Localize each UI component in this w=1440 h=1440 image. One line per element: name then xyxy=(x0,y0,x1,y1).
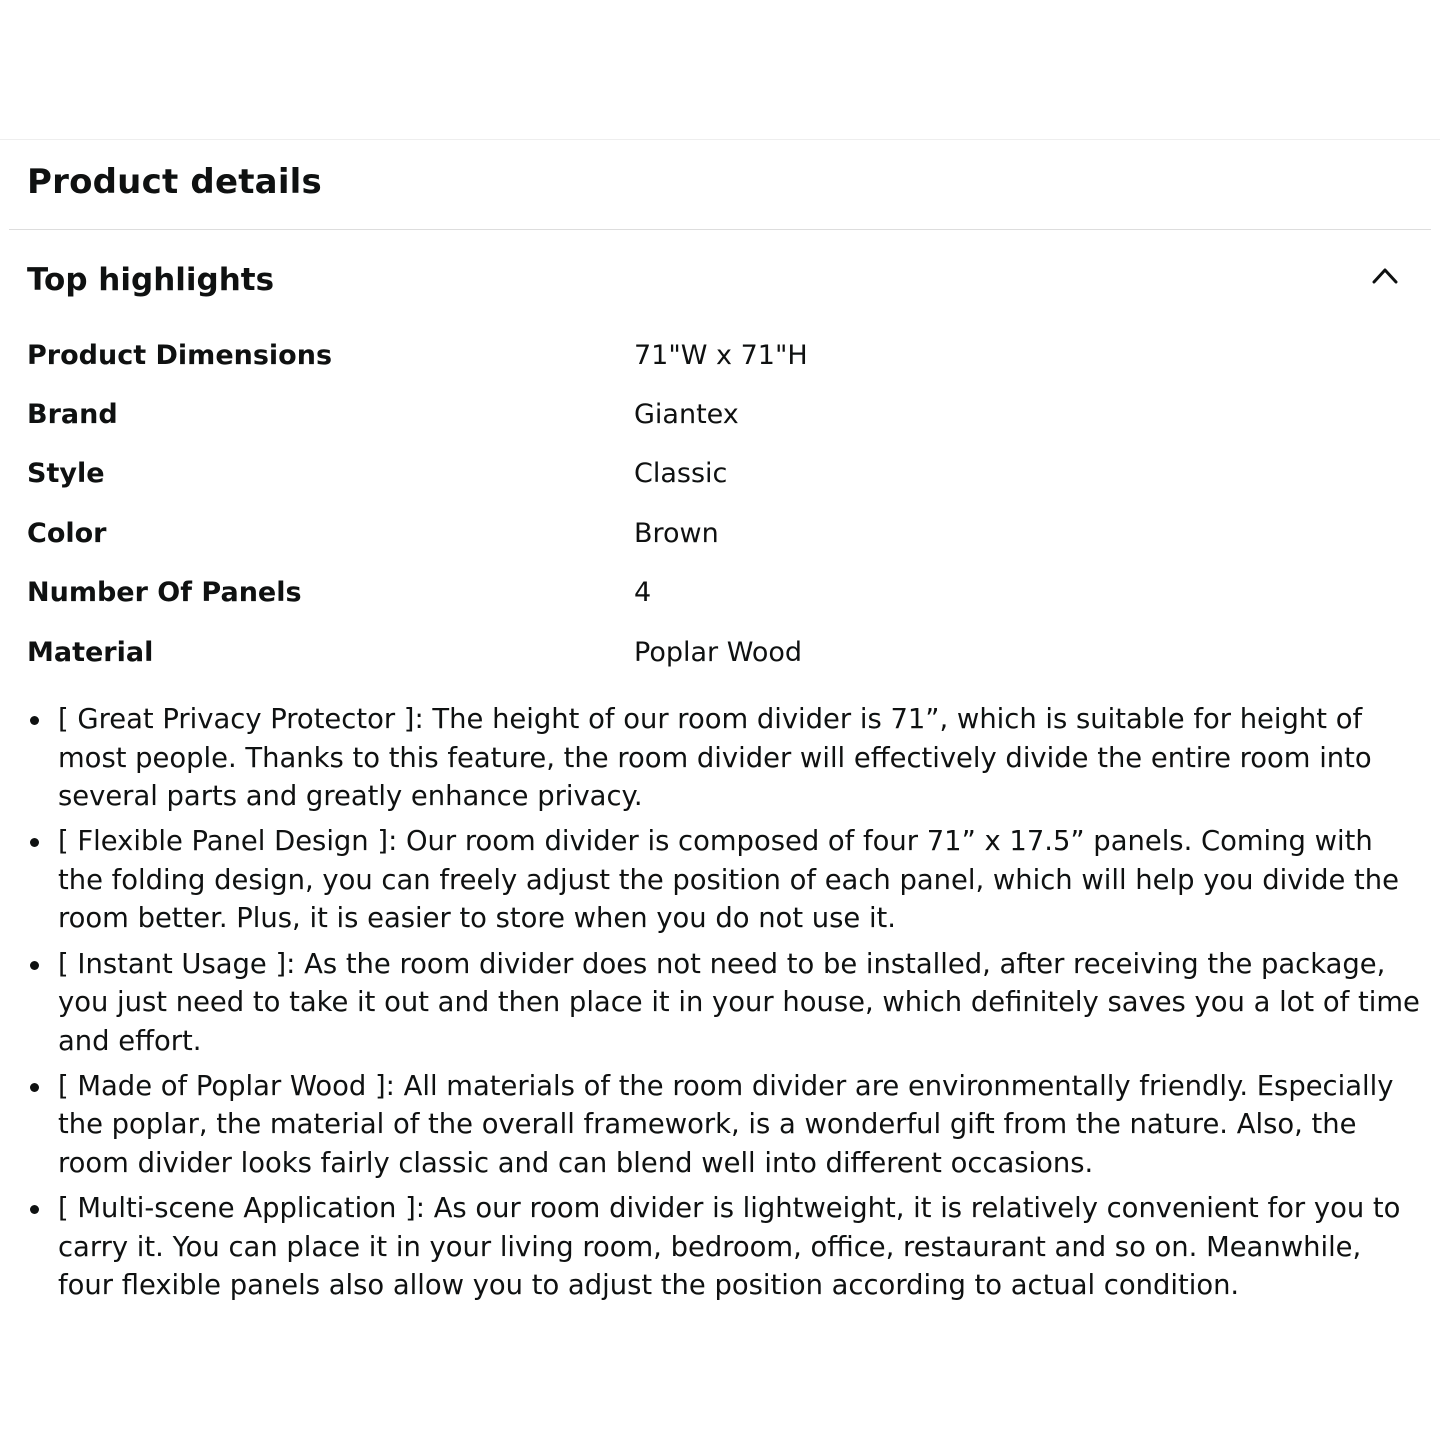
spec-value: Poplar Wood xyxy=(634,636,802,668)
spec-value: Brown xyxy=(634,517,719,549)
section-title: Product details xyxy=(27,162,322,202)
spec-row xyxy=(27,623,1417,682)
chevron-up-icon[interactable] xyxy=(1370,262,1400,288)
feature-bullet xyxy=(27,946,1422,1062)
bullet-dot-icon xyxy=(30,1205,39,1214)
spec-row xyxy=(27,326,1417,385)
spec-row xyxy=(27,504,1417,563)
feature-bullet xyxy=(27,823,1422,939)
top-blank-area xyxy=(0,0,1440,140)
spec-label: Material xyxy=(27,636,154,668)
feature-bullet xyxy=(27,1068,1422,1184)
spec-label: Product Dimensions xyxy=(27,339,333,371)
spec-table xyxy=(27,326,1417,682)
feature-bullet-text: [ Flexible Panel Design ]: Our room divider is composed of four 71” x 17.5” panels. Coming with the folding design, you can freely adjust the position of each panel, which will help you divide the room better. Plus, it is easier to store when you do not use it. xyxy=(58,826,1399,935)
feature-bullet xyxy=(27,701,1422,817)
spec-value: Classic xyxy=(634,458,728,490)
spec-row xyxy=(27,385,1417,444)
bullet-dot-icon xyxy=(30,961,39,970)
feature-bullet-text: [ Multi-scene Application ]: As our room divider is lightweight, it is relatively convenient for you to carry it. You can place it in your living room, bedroom, office, restaurant and so on. Meanwhile, four flexible panels also allow you to adjust the position according to actual condition. xyxy=(58,1193,1401,1302)
spec-label: Brand xyxy=(27,399,118,431)
spec-value: 71"W x 71"H xyxy=(634,339,808,371)
bullet-dot-icon xyxy=(30,1083,39,1092)
spec-row xyxy=(27,445,1417,504)
top-highlights-title: Top highlights xyxy=(27,262,275,298)
spec-value: Giantex xyxy=(634,399,739,431)
feature-bullet-list xyxy=(27,701,1422,1312)
spec-row xyxy=(27,564,1417,623)
spec-label: Color xyxy=(27,517,107,549)
feature-bullet-text: [ Instant Usage ]: As the room divider does not need to be installed, after receiving the package, you just need to take it out and then place it in your house, which definitely saves you a lot of time and effort. xyxy=(58,948,1420,1057)
spec-value: 4 xyxy=(634,577,652,609)
top-highlights-toggle[interactable] xyxy=(0,250,1440,312)
feature-bullet-text: [ Great Privacy Protector ]: The height of our room divider is 71”, which is suitable for height of most people. Thanks to this feature, the room divider will effectively divide the entire room into several parts and greatly enhance privacy. xyxy=(58,704,1372,813)
section-divider xyxy=(9,229,1431,230)
feature-bullet xyxy=(27,1190,1422,1306)
spec-label: Style xyxy=(27,458,105,490)
bullet-dot-icon xyxy=(30,838,39,847)
spec-label: Number Of Panels xyxy=(27,577,302,609)
bullet-dot-icon xyxy=(30,716,39,725)
feature-bullet-text: [ Made of Poplar Wood ]: All materials of the room divider are environmentally friendly. Especially the poplar, the material of the overall framework, is a wonderful gift from the nature. Also, the room divider looks fairly classic and can blend well into different occasions. xyxy=(58,1070,1394,1180)
